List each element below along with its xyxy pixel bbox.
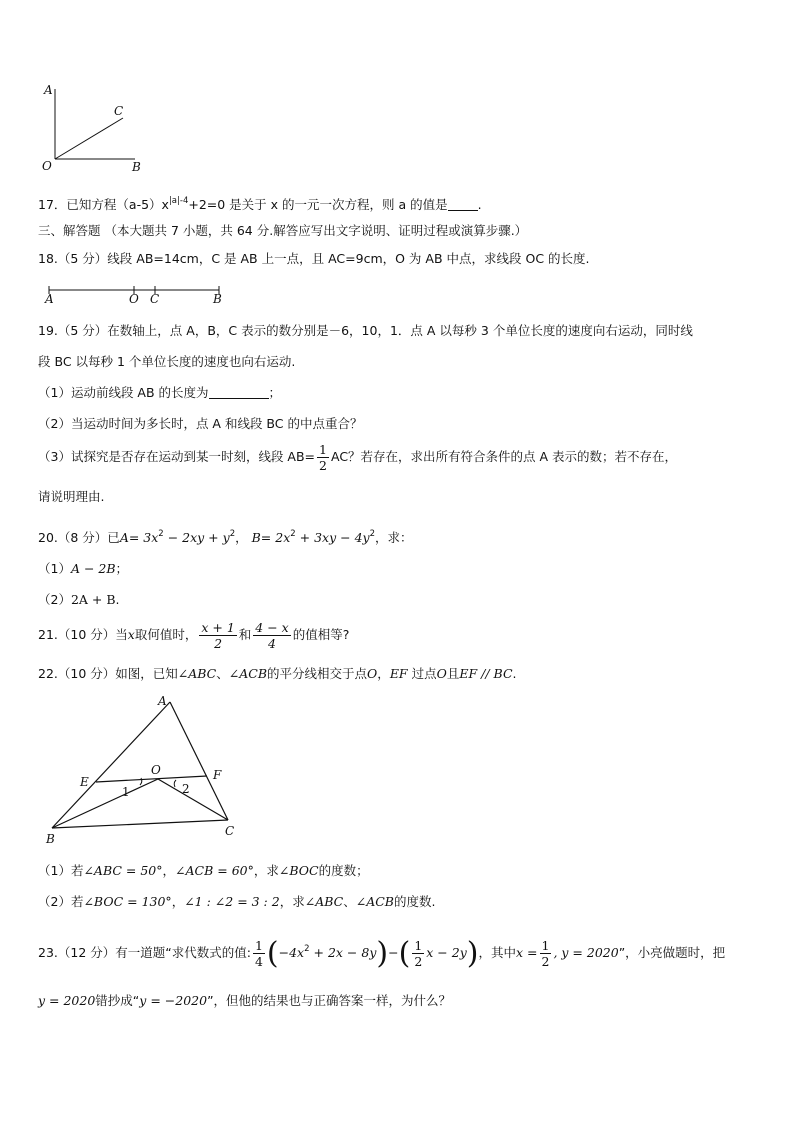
q19-fraction xyxy=(317,442,329,473)
q22-p2-sep2: 、 xyxy=(343,894,356,909)
tri-angle-2: 2 xyxy=(182,782,190,796)
triangle-figure xyxy=(40,690,250,850)
q23-f-den: 4 xyxy=(254,954,263,969)
q22-sep: 、 xyxy=(216,666,229,681)
question-22 xyxy=(38,665,517,683)
q22-p1-sep: ， xyxy=(162,863,176,878)
q23-paren-open-2: ( xyxy=(398,936,411,971)
seg-label-b: B xyxy=(213,292,222,304)
question-21 xyxy=(38,620,349,651)
q22-p2-b: ∠1 : ∠2 = 3 : 2 xyxy=(184,894,280,909)
q23-f2-den: 2 xyxy=(414,954,423,969)
q22-p2-sep: ， xyxy=(171,894,185,909)
q20-p1-label: （1） xyxy=(38,561,71,576)
q22-p2-prefix: （2）若 xyxy=(38,894,84,909)
q21-mid: 取何值时， xyxy=(134,627,198,642)
q17-answer-blank xyxy=(448,198,478,211)
q22-p2-mid: ，求 xyxy=(279,894,305,909)
tri-label-e: E xyxy=(80,775,89,789)
q19-p1-suffix: ； xyxy=(268,385,282,400)
q22-p2-suffix: 的度数. xyxy=(393,894,436,909)
q22-mid3: 过点 xyxy=(411,666,437,681)
question-18: 18.（5 分）线段 AB=14cm，C 是 AB 上一点，且 AC=9cm，O 为 AB 中点，求线段 OC 的长度. xyxy=(38,251,590,266)
segment-figure xyxy=(40,282,230,304)
q23-x-fraction xyxy=(540,938,552,969)
q21-suffix: 的值相等? xyxy=(292,627,350,642)
q19-frac-num: 1 xyxy=(319,442,327,457)
q20-b-rhs: = 2x xyxy=(260,530,291,545)
question-22-part1 xyxy=(38,862,369,880)
q17-text-middle: +2=0 是关于 x 的一元一次方程，则 a 的值是 xyxy=(188,197,448,212)
q22-ef: EF xyxy=(389,666,408,681)
q21-and: 和 xyxy=(238,627,252,642)
q19-p3-text: （3）试探究是否存在运动到某一时刻，线段 AB= xyxy=(38,449,316,464)
question-22-part2 xyxy=(38,893,435,911)
seg-label-c: C xyxy=(150,292,160,304)
q19-p3-suffix: AC？若存在，求出所有符合条件的点 A 表示的数；若不存在， xyxy=(330,449,678,464)
q20-b-rest: + 3xy − 4y xyxy=(295,530,370,545)
question-20-part1 xyxy=(38,560,128,578)
tri-label-b: B xyxy=(46,832,55,846)
q20-sq4: 2 xyxy=(369,529,376,539)
q22-p1-c: ∠BOC xyxy=(278,863,319,878)
q17-period: . xyxy=(477,197,482,212)
q20-sq1: 2 xyxy=(158,529,164,539)
question-17 xyxy=(38,192,482,214)
q20-comma: ， xyxy=(235,530,248,545)
angle-label-o: O xyxy=(42,159,52,173)
tri-label-o: O xyxy=(151,763,161,777)
q22-point-o: O xyxy=(367,666,378,681)
seg-label-a: A xyxy=(45,292,54,304)
q21-fraction-1 xyxy=(199,620,236,651)
question-19-line2: 段 BC 以每秒 1 个单位长度的速度也向右运动. xyxy=(38,354,296,369)
angle-label-a: A xyxy=(44,83,53,97)
q19-p1-blank xyxy=(209,386,269,399)
question-20 xyxy=(38,525,413,547)
q22-parallel: EF // BC xyxy=(459,666,513,681)
tri-label-f: F xyxy=(213,768,222,782)
q20-a-rhs: = 3x xyxy=(128,530,159,545)
q23-paren-close-2: ) xyxy=(466,936,479,971)
question-19-part3 xyxy=(38,442,677,473)
q20-a-rest: − 2xy + y xyxy=(163,530,230,545)
q23-f2-num: 1 xyxy=(414,938,423,953)
question-19-part1 xyxy=(38,384,281,402)
angle-label-b: B xyxy=(132,160,141,174)
q23-f-num: 1 xyxy=(254,938,263,953)
q23-minus: − xyxy=(388,945,399,960)
q17-text: 17．已知方程（a-5）x xyxy=(38,197,169,212)
q22-p1-a: ∠ABC = 50° xyxy=(83,863,163,878)
q20-p2-label: （2） xyxy=(38,592,71,607)
q21-f2-num: 4 − x xyxy=(255,620,289,635)
q22-suffix: . xyxy=(512,666,517,681)
q23-fraction-quarter xyxy=(253,938,265,969)
q21-fraction-2 xyxy=(253,620,290,651)
q23-fraction-half xyxy=(412,938,424,969)
seg-label-o: O xyxy=(129,292,139,304)
tri-angle-1: 1 xyxy=(122,785,130,799)
q23-expr1: −4x xyxy=(278,945,305,960)
q20-suffix: ，求： xyxy=(375,530,413,545)
question-19-line1: 19.（5 分）在数轴上，点 A，B，C 表示的数分别是－6，10，1．点 A 以每秒 3 个单位长度的速度向右运动，同时线 xyxy=(38,323,693,338)
tri-label-a: A xyxy=(158,694,167,708)
q23-x-eq: x = xyxy=(516,945,538,960)
q22-point-o-2: O xyxy=(436,666,447,681)
q21-f1-num: x + 1 xyxy=(201,620,235,635)
q23-paren-close-1: ) xyxy=(376,936,389,971)
q22-p2-d: ∠ACB xyxy=(355,894,394,909)
q23-x-num: 1 xyxy=(541,938,550,953)
question-23-line2 xyxy=(38,992,451,1010)
q22-angle-abc: ∠ABC xyxy=(177,666,217,681)
q22-comma: ， xyxy=(377,666,390,681)
section-3-heading: 三、解答题 （本大题共 7 小题，共 64 分.解答应写出文字说明、证明过程或演算步骤.） xyxy=(38,223,528,238)
angle-figure xyxy=(38,82,148,174)
question-19-part3-line2: 请说明理由. xyxy=(38,489,105,504)
q22-p1-suffix: 的度数； xyxy=(318,863,369,878)
q21-var: x xyxy=(127,627,135,642)
angle-label-c: C xyxy=(114,104,124,118)
q22-mid1: 的平分线相交于点 xyxy=(267,666,368,681)
q22-mid4: 且 xyxy=(446,666,460,681)
q23-expr1b: + 2x − 8y xyxy=(309,945,377,960)
tri-label-c: C xyxy=(225,824,235,838)
q20-b-lhs: B xyxy=(251,530,261,545)
q23-where: ，其中 xyxy=(478,945,516,960)
q23-line2-c: y = −2020 xyxy=(139,993,208,1008)
q19-frac-den: 2 xyxy=(319,458,327,473)
q20-sq3: 2 xyxy=(290,529,296,539)
q23-line2-b: 错抄成“ xyxy=(95,993,140,1008)
question-19-part2: （2）当运动时间为多长时，点 A 和线段 BC 的中点重合？ xyxy=(38,416,363,431)
q23-suffix: ”，小亮做题时，把 xyxy=(618,945,726,960)
q19-p1-text: （1）运动前线段 AB 的长度为 xyxy=(38,385,209,400)
q23-line2-a: y = 2020 xyxy=(38,993,96,1008)
q23-x-den: 2 xyxy=(541,954,550,969)
q22-p1-b: ∠ACB = 60° xyxy=(175,863,254,878)
q21-prefix: 21.（10 分）当 xyxy=(38,627,128,642)
q22-p2-a: ∠BOC = 130° xyxy=(83,894,172,909)
q20-a-lhs: A xyxy=(119,530,129,545)
q20-p2-suffix: . xyxy=(115,592,120,607)
q23-expr2: x − 2y xyxy=(426,945,467,960)
q21-f1-den: 2 xyxy=(214,636,223,651)
q22-p1-prefix: （1）若 xyxy=(38,863,84,878)
q23-paren-open-1: ( xyxy=(266,936,279,971)
q22-p1-mid: ，求 xyxy=(253,863,279,878)
q23-line2-d: ”，但他的结果也与正确答案一样，为什么？ xyxy=(207,993,452,1008)
q22-angle-acb: ∠ACB xyxy=(228,666,268,681)
q22-p2-c: ∠ABC xyxy=(304,894,344,909)
q20-p2-expr: 2A + B xyxy=(70,592,116,607)
q21-f2-den: 4 xyxy=(268,636,276,651)
q20-prefix: 20.（8 分）已 xyxy=(38,530,120,545)
question-23 xyxy=(38,938,725,969)
q22-prefix: 22.（10 分）如图，已知 xyxy=(38,666,178,681)
q20-p1-suffix: ； xyxy=(115,561,129,576)
q23-sq: 2 xyxy=(304,944,310,954)
q17-exponent: |a|-4 xyxy=(168,196,189,206)
q20-p1-expr: A − 2B xyxy=(70,561,116,576)
q23-y-eq: , y = 2020 xyxy=(553,945,619,960)
q23-prefix: 23.（12 分）有一道题“求代数式的值: xyxy=(38,945,251,960)
question-20-part2 xyxy=(38,591,120,609)
q20-sq2: 2 xyxy=(229,529,236,539)
